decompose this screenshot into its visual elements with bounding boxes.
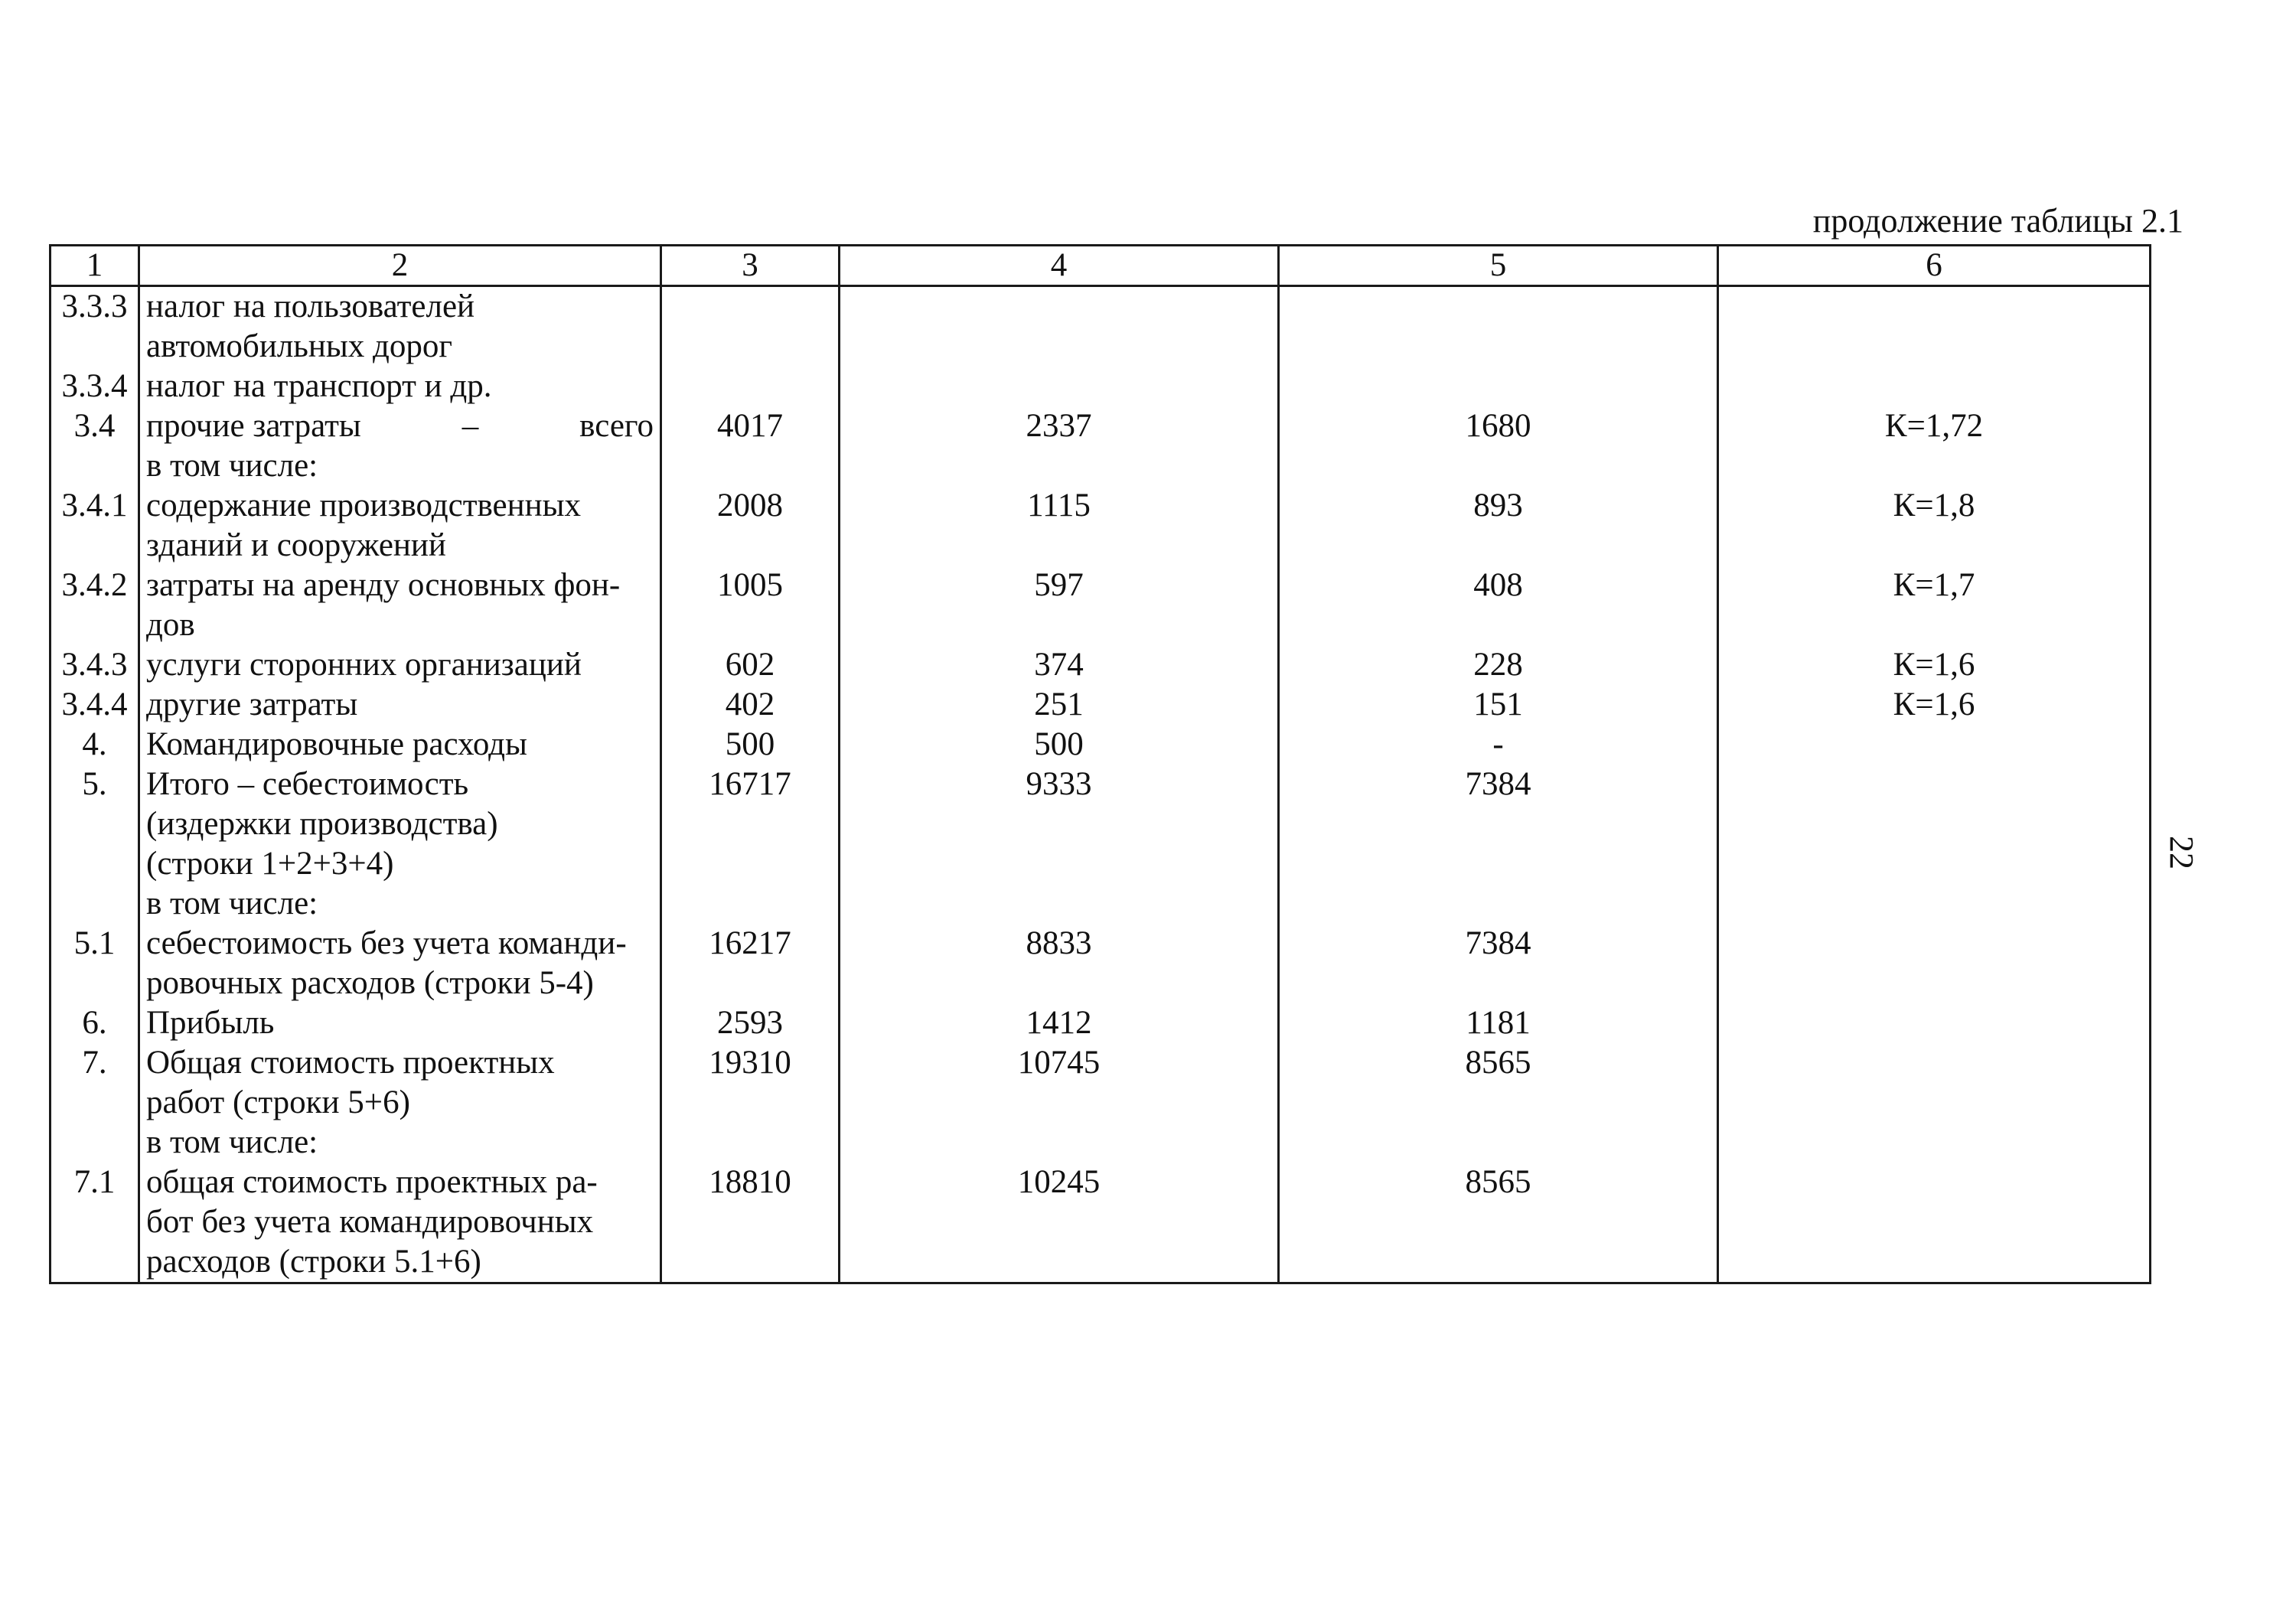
value-c5: 8565 (1279, 1163, 1718, 1283)
description-line: автомобильных дорог (146, 328, 453, 364)
value-c4 (840, 367, 1279, 406)
value-c6: К=1,8 (1718, 486, 2151, 566)
row-number: 7. (51, 1043, 139, 1123)
description-part: прочие затраты (146, 408, 361, 444)
description-line: в том числе: (146, 1124, 318, 1160)
row-description (139, 924, 661, 1003)
description-line: налог на транспорт и др. (146, 368, 492, 404)
value-c3: 402 (661, 685, 840, 725)
column-header-3: 3 (661, 246, 840, 286)
table-row (51, 884, 2151, 924)
value-c3: 18810 (661, 1163, 840, 1283)
value-c6 (1718, 725, 2151, 765)
table-row (51, 286, 2151, 367)
value-c3 (661, 884, 840, 924)
value-c4: 9333 (840, 765, 1279, 884)
value-c6 (1718, 884, 2151, 924)
row-number: 5. (51, 765, 139, 884)
value-c5: 1181 (1279, 1003, 1718, 1043)
value-c4 (840, 446, 1279, 486)
table-row (51, 765, 2151, 884)
value-c6 (1718, 765, 2151, 884)
value-c6: К=1,7 (1718, 566, 2151, 645)
value-c4: 2337 (840, 406, 1279, 446)
description-line: ровочных расходов (строки 5-4) (146, 965, 594, 1001)
table-row (51, 446, 2151, 486)
value-c3: 2593 (661, 1003, 840, 1043)
value-c6 (1718, 1043, 2151, 1123)
row-description (139, 1163, 661, 1283)
value-c6: К=1,6 (1718, 685, 2151, 725)
value-c6 (1718, 286, 2151, 367)
value-c3: 16217 (661, 924, 840, 1003)
value-c4 (840, 884, 1279, 924)
value-c4 (840, 286, 1279, 367)
cost-table (49, 244, 2151, 1284)
description-line: Прибыль (146, 1005, 275, 1041)
value-c6: К=1,6 (1718, 645, 2151, 685)
table-row (51, 1003, 2151, 1043)
table-row (51, 406, 2151, 446)
row-description (139, 286, 661, 367)
description-line: (издержки производства) (146, 806, 498, 842)
description-line: общая стоимость проектных ра- (146, 1164, 598, 1200)
row-description (139, 367, 661, 406)
table-row (51, 367, 2151, 406)
description-line: расходов (строки 5.1+6) (146, 1244, 481, 1280)
value-c4: 374 (840, 645, 1279, 685)
row-description (139, 645, 661, 685)
value-c3: 500 (661, 725, 840, 765)
table-row (51, 725, 2151, 765)
value-c3: 4017 (661, 406, 840, 446)
value-c4: 251 (840, 685, 1279, 725)
value-c6: К=1,72 (1718, 406, 2151, 446)
value-c6 (1718, 446, 2151, 486)
row-number: 3.4 (51, 406, 139, 446)
value-c3: 602 (661, 645, 840, 685)
row-description (139, 884, 661, 924)
description-line: работ (строки 5+6) (146, 1084, 410, 1120)
value-c6 (1718, 1003, 2151, 1043)
value-c5: 408 (1279, 566, 1718, 645)
value-c3 (661, 286, 840, 367)
description-part: – (461, 408, 479, 444)
description-line: услуги сторонних организаций (146, 647, 582, 683)
value-c5: 228 (1279, 645, 1718, 685)
description-line: затраты на аренду основных фон- (146, 567, 621, 603)
row-number: 6. (51, 1003, 139, 1043)
row-description (139, 1123, 661, 1163)
table-row (51, 1043, 2151, 1123)
value-c4: 10745 (840, 1043, 1279, 1123)
value-c5: 893 (1279, 486, 1718, 566)
row-description (139, 1003, 661, 1043)
value-c5 (1279, 884, 1718, 924)
description-line: зданий и сооружений (146, 527, 446, 563)
value-c5 (1279, 1123, 1718, 1163)
description-line: налог на пользователей (146, 289, 475, 324)
row-description (139, 765, 661, 884)
value-c3: 1005 (661, 566, 840, 645)
table-row (51, 1163, 2151, 1283)
value-c6 (1718, 924, 2151, 1003)
table-row (51, 924, 2151, 1003)
description-line: другие затраты (146, 686, 358, 722)
row-description (139, 1043, 661, 1123)
row-number (51, 446, 139, 486)
column-header-5: 5 (1279, 246, 1718, 286)
description-line: Командировочные расходы (146, 726, 527, 762)
row-number: 5.1 (51, 924, 139, 1003)
row-description (139, 725, 661, 765)
row-number: 3.4.4 (51, 685, 139, 725)
value-c6 (1718, 1163, 2151, 1283)
value-c4: 500 (840, 725, 1279, 765)
value-c4: 597 (840, 566, 1279, 645)
value-c3 (661, 446, 840, 486)
description-line: в том числе: (146, 448, 318, 484)
column-header-1: 1 (51, 246, 139, 286)
column-header-2: 2 (139, 246, 661, 286)
value-c4 (840, 1123, 1279, 1163)
column-header-6: 6 (1718, 246, 2151, 286)
value-c3 (661, 367, 840, 406)
value-c3: 19310 (661, 1043, 840, 1123)
value-c6 (1718, 367, 2151, 406)
value-c3 (661, 1123, 840, 1163)
description-line: себестоимость без учета команди- (146, 925, 627, 961)
table-row (51, 486, 2151, 566)
row-description (139, 486, 661, 566)
description-line: (строки 1+2+3+4) (146, 846, 394, 882)
column-header-4: 4 (840, 246, 1279, 286)
table-header-row (51, 246, 2151, 286)
description-line: бот без учета командировочных (146, 1204, 594, 1240)
row-number: 3.4.2 (51, 566, 139, 645)
row-description (139, 446, 661, 486)
row-number: 3.4.1 (51, 486, 139, 566)
value-c5: 1680 (1279, 406, 1718, 446)
description-line: в том числе: (146, 885, 318, 921)
value-c4: 10245 (840, 1163, 1279, 1283)
description-line: Итого – себестоимость (146, 766, 469, 802)
value-c3: 2008 (661, 486, 840, 566)
value-c5: 7384 (1279, 765, 1718, 884)
row-description (139, 566, 661, 645)
row-number: 3.3.3 (51, 286, 139, 367)
table-row (51, 566, 2151, 645)
table-continuation-caption: продолжение таблицы 2.1 (1812, 202, 2183, 240)
page-number: 22 (2163, 836, 2200, 869)
value-c3: 16717 (661, 765, 840, 884)
table-row (51, 1123, 2151, 1163)
value-c5: 151 (1279, 685, 1718, 725)
table-row (51, 645, 2151, 685)
description-line: дов (146, 607, 195, 643)
value-c6 (1718, 1123, 2151, 1163)
table-row (51, 685, 2151, 725)
row-description (139, 685, 661, 725)
value-c5: - (1279, 725, 1718, 765)
value-c5 (1279, 367, 1718, 406)
description-line: содержание производственных (146, 488, 582, 523)
row-description (139, 406, 661, 446)
value-c4: 1115 (840, 486, 1279, 566)
description-part: всего (579, 408, 654, 444)
table-body (51, 286, 2151, 1283)
value-c5: 7384 (1279, 924, 1718, 1003)
row-number: 3.3.4 (51, 367, 139, 406)
value-c4: 8833 (840, 924, 1279, 1003)
row-number: 7.1 (51, 1163, 139, 1283)
value-c5 (1279, 286, 1718, 367)
row-number (51, 884, 139, 924)
row-number (51, 1123, 139, 1163)
row-number: 4. (51, 725, 139, 765)
value-c5 (1279, 446, 1718, 486)
value-c4: 1412 (840, 1003, 1279, 1043)
row-number: 3.4.3 (51, 645, 139, 685)
description-line: Общая стоимость проектных (146, 1045, 555, 1081)
value-c5: 8565 (1279, 1043, 1718, 1123)
